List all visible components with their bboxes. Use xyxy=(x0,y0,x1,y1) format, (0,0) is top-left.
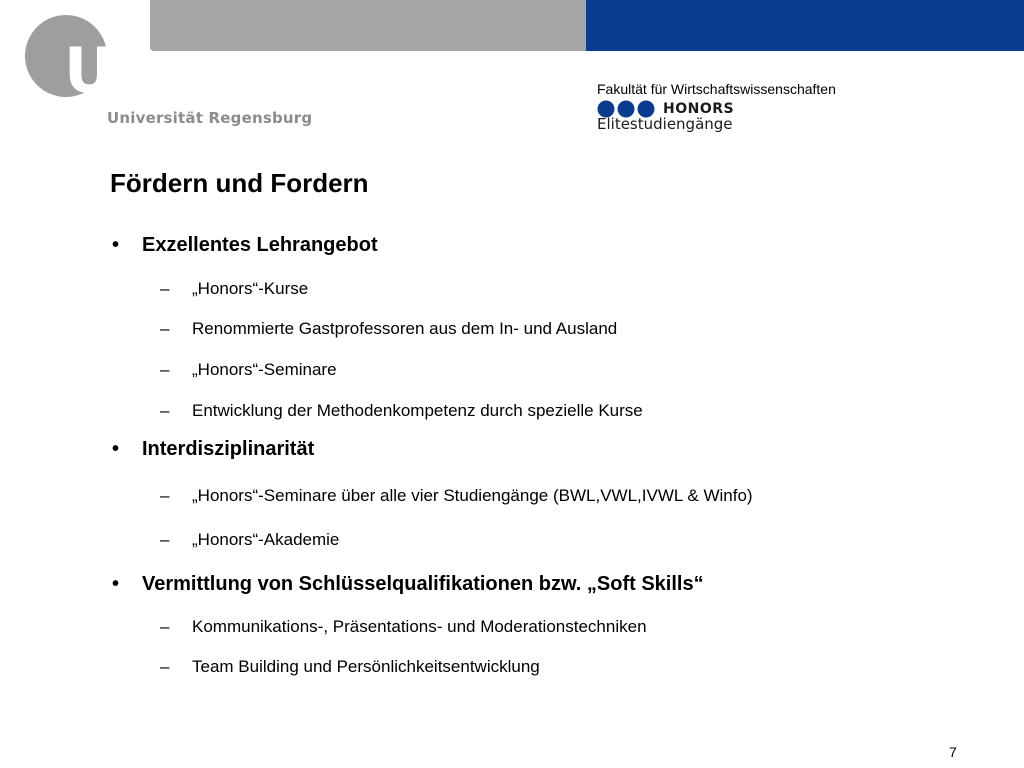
bullet-icon: • xyxy=(112,438,120,460)
dash-icon: – xyxy=(160,530,170,549)
dash-icon: – xyxy=(160,279,170,298)
logo-letters: UR xyxy=(64,34,163,104)
sub-point-text: Entwicklung der Methodenkompetenz durch spezielle Kurse xyxy=(192,401,643,420)
page-number: 7 xyxy=(949,744,957,760)
sub-point-text: „Honors“-Seminare über alle vier Studiengänge (BWL,VWL,IVWL & Winfo) xyxy=(192,486,753,505)
sub-point-text: „Honors“-Seminare xyxy=(192,360,337,379)
bullet-text: Exzellentes Lehrangebot xyxy=(142,234,378,256)
sub-point-text: Kommunikations-, Präsentations- und Moderationstechniken xyxy=(192,617,647,636)
slide-title: Fördern und Fordern xyxy=(110,168,369,198)
dash-icon: – xyxy=(160,657,170,676)
sub-point-text: Renommierte Gastprofessoren aus dem In- und Ausland xyxy=(192,319,618,338)
bullet-icon: • xyxy=(112,573,120,595)
bullet-text: Interdisziplinarität xyxy=(142,438,315,460)
sub-point-text: Team Building und Persönlichkeitsentwicklung xyxy=(192,657,540,676)
bullet-text: Vermittlung von Schlüsselqualifikationen bzw. „Soft Skills“ xyxy=(142,573,704,595)
dash-icon: – xyxy=(160,486,170,505)
sub-point-text: „Honors“-Akademie xyxy=(192,530,340,549)
honors-label: HONORS xyxy=(663,101,735,117)
bullet-icon: • xyxy=(112,234,120,256)
sub-point-text: „Honors“-Kurse xyxy=(192,279,309,298)
dash-icon: – xyxy=(160,360,170,379)
dash-icon: – xyxy=(160,319,170,338)
faculty-name: Fakultät für Wirtschaftswissenschaften xyxy=(597,81,836,97)
dash-icon: – xyxy=(160,401,170,420)
dash-icon: – xyxy=(160,617,170,636)
university-name: Universität Regensburg xyxy=(107,109,313,127)
elite-label: Elitestudiengänge xyxy=(597,115,733,133)
